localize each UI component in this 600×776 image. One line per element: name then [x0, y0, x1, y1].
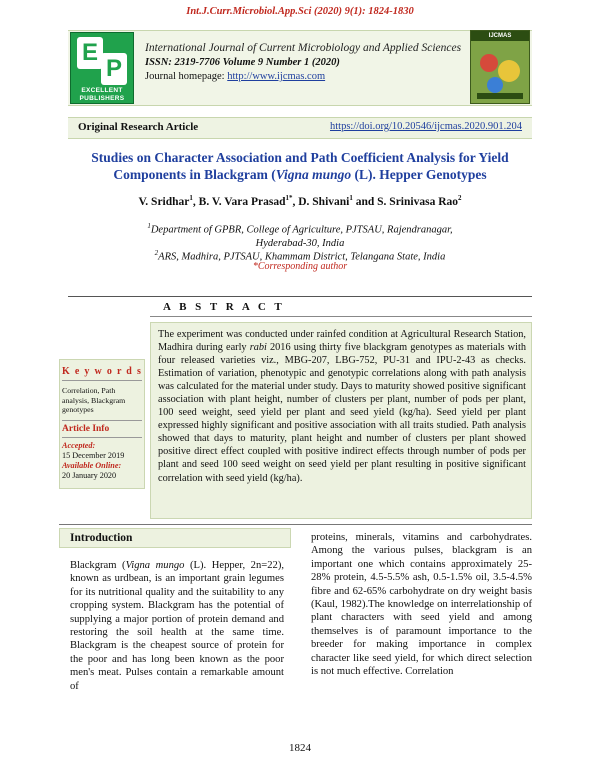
- abstract-text: The experiment was conducted under rainfed condition at Agricultural Research Station, Madhira during early rabi 2016 using thirty five blackgram genotypes as materials with four released varieties viz., MBG-207, LBG-752, PU-31 and IPU-2-43 as checks. Estimation of variation, phenotypic and genotypic correlations along with path analysis was calculated for the material under study. Days to maturity showed positive significant association with plant height, number of clusters per plant, number of pods per plant, 100 seed weight, seed yield per plant and seed yield (kg/ha). Seed yield per plant expressed highly significant and positive association with all traits studied. Path analysis showed that days to maturity, plant height and number of clusters per plant showed positive direct effect coupled with positive indirect effects through number of pods per plant and seed 100 seed weight on seed yield per plant resulting in positive significant correlation with seed yield (kg/ha).: [158, 329, 526, 484]
- intro-left-column: Blackgram (Vigna mungo (L). Hepper, 2n=22), known as urdbean, is an important grain legumes for its nutritional quality and the suitability to any cropping system. Blackgram has the potential of supplying a major portion of protein demand and restoring the soil health at the same time. Blackgram is the cheapest source of protein for the poor and has long been known as the poor men's meat. Pulses contain a remarkable amount of: [70, 560, 285, 692]
- accepted-label: Accepted:: [62, 441, 96, 450]
- homepage-label: Journal homepage:: [145, 71, 225, 82]
- author-name: S. Srinivasa Rao: [377, 195, 458, 208]
- article-info-heading: Article Info: [62, 424, 110, 434]
- cover-art-icon: [471, 41, 529, 103]
- keywords-divider: [62, 380, 142, 381]
- divider-top: [68, 296, 532, 297]
- author-list: V. Sridhar$^1$, B. V. Vara Prasad$^{1*}$, D. Shivani$^1$ and S. Srinivasa Rao$^2$: [138, 194, 462, 208]
- affiliation-2: $^2$ARS, Madhira, PJTSAU, Khammam District, Telangana State, India: [154, 249, 446, 263]
- available-label: Available Online:: [62, 461, 122, 470]
- keywords-text: Correlation, Path analysis, Blackgram genotypes: [62, 386, 126, 414]
- author-name: B. V. Vara Prasad: [198, 195, 286, 208]
- logo-letter-e: E: [77, 37, 103, 69]
- homepage-link[interactable]: http://www.ijcmas.com: [227, 71, 326, 82]
- keywords-heading: K e y w o r d s: [62, 366, 143, 377]
- author-name: V. Sridhar: [138, 195, 190, 208]
- intro-heading: Introduction: [70, 532, 133, 544]
- article-info-divider-2: [62, 437, 142, 438]
- paper-title: [70, 149, 530, 183]
- abstract-divider: [150, 316, 532, 317]
- affiliation-1: $^1$Department of GPBR, College of Agriculture, PJTSAU, Rajendranagar, Hyderabad-30, India: [147, 222, 453, 249]
- logo-letter-p: P: [101, 53, 127, 85]
- page-number: 1824: [289, 742, 311, 754]
- cover-label: IJCMAS: [471, 31, 529, 41]
- article-info-dates: [62, 441, 142, 481]
- title-line-1: Studies on Character Association and Path Coefficient Analysis for Yield: [91, 150, 509, 165]
- author-name: D. Shivani: [298, 195, 350, 208]
- title-line-2: Components in Blackgram (Vigna mungo (L). Hepper Genotypes: [113, 167, 487, 182]
- issn-line: ISSN: 2319-7706 Volume 9 Number 1 (2020): [145, 57, 340, 68]
- homepage-line: [145, 71, 325, 82]
- intro-right-column: proteins, minerals, vitamins and carbohydrates. Among the various pulses, blackgram is an important one which contains approximately 25-28% protein, 4.5-5.5% ash, 0.5-1.5% oil, 3.5-4.5% fibre and 62-65% carbohydrate on dry weight basis (Kaul, 1982).The knowledge on interrelationship of plant characters with seed yield and among themselves is of paramount importance to the breeder for making importance in complex character like seed yield, for which direct selection is not much effective. Correlation: [311, 532, 532, 678]
- publisher-logo: [70, 32, 134, 104]
- article-type: Original Research Article: [78, 121, 199, 133]
- journal-title: International Journal of Current Microbiology and Applied Sciences: [145, 42, 462, 54]
- article-info-divider: [62, 420, 142, 421]
- logo-caption-2: PUBLISHERS: [79, 95, 125, 102]
- available-date: 20 January 2020: [62, 471, 117, 480]
- abstract-heading: A B S T R A C T: [163, 301, 285, 313]
- journal-reference: Int.J.Curr.Microbiol.App.Sci (2020) 9(1): 1824-1830: [186, 6, 414, 17]
- logo-caption-1: EXCELLENT: [81, 87, 123, 94]
- accepted-date: 15 December 2019: [62, 451, 125, 460]
- divider-bottom: [59, 524, 532, 525]
- journal-cover-image: [470, 30, 530, 104]
- corresponding-author-note: *Corresponding author: [252, 261, 348, 272]
- doi-link[interactable]: https://doi.org/10.20546/ijcmas.2020.901.204: [329, 121, 522, 132]
